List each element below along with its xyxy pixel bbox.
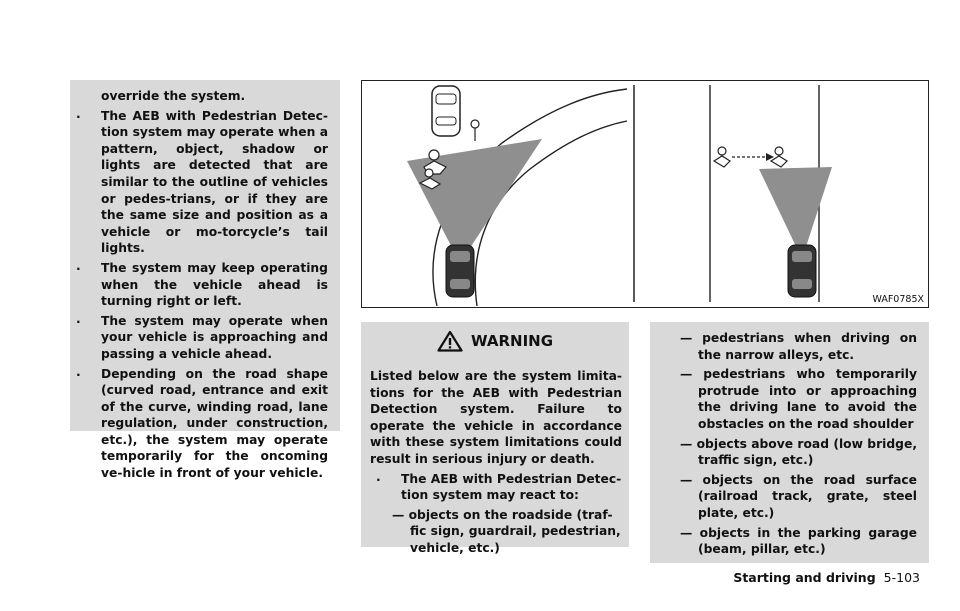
warning-panel-continued bbox=[650, 322, 929, 563]
warning-title: WARNING bbox=[470, 332, 554, 350]
left-text-panel bbox=[70, 80, 340, 481]
list-item: . The AEB with Pedestrian Detec-tion system may operate when a pattern, object, shadow or lights are detected that are similar to the outline of vehicles or pedes-trians, or if they are the same size and position as a vehicle or mo-torcycle’s tail lights. bbox=[70, 108, 328, 257]
warning-list bbox=[370, 471, 622, 504]
list-item: — pedestrians who temporarily protrude into or approaching the driving lane to avoid the obstacles on the road shoulder bbox=[680, 367, 917, 431]
continuation-text: override the system. bbox=[101, 89, 246, 103]
own-car-icon bbox=[788, 245, 816, 297]
illustration-drawing bbox=[362, 81, 927, 306]
section-title: Starting and driving bbox=[733, 570, 876, 585]
list-item: — objects in the parking garage (beam, pillar, etc.) bbox=[680, 525, 917, 557]
list-item: — pedestrians when driving on the narrow alleys, etc. bbox=[680, 331, 917, 362]
pedestrian-icon bbox=[714, 147, 730, 167]
list-item: . The system may operate when your vehicle is approaching and passing a vehicle ahead. bbox=[70, 313, 328, 363]
limitation-list bbox=[70, 108, 328, 482]
traffic-sign-icon bbox=[471, 120, 479, 128]
detection-beam-left bbox=[407, 139, 542, 263]
warning-panel bbox=[361, 322, 629, 555]
list-item: — objects above road (low bridge, traffic sign, etc.) bbox=[680, 436, 917, 468]
list-item: . Depending on the road shape (curved road, entrance and exit of the curve, winding road, lane regulation, under construction, etc.), the system may operate temporarily for the oncoming ve-hicle in front of your vehicle. bbox=[70, 366, 328, 482]
illustration-figure bbox=[361, 80, 929, 308]
warning-header bbox=[361, 330, 629, 352]
warning-triangle-icon bbox=[437, 330, 463, 352]
figure-code: WAF0785X bbox=[872, 294, 924, 305]
page-footer bbox=[733, 570, 920, 585]
list-item: — objects on the roadside (traf-fic sign, guardrail, pedestrian, vehicle, etc.) bbox=[392, 507, 621, 555]
list-item: . The system may keep operating when the vehicle ahead is turning right or left. bbox=[70, 260, 328, 310]
warning-intro: Listed below are the system limita-tions for the AEB with Pedestrian Detection system. Failure to operate the vehicle in accordance with these system limitations could result in serious injury or death. bbox=[370, 369, 622, 466]
list-item: . The AEB with Pedestrian Detec-tion system may react to: bbox=[370, 471, 622, 504]
oncoming-car-icon bbox=[432, 86, 460, 136]
page-number: 5-103 bbox=[883, 570, 920, 585]
list-item: — objects on the road surface (railroad track, grate, steel plate, etc.) bbox=[680, 472, 917, 520]
own-car-icon bbox=[446, 245, 474, 297]
